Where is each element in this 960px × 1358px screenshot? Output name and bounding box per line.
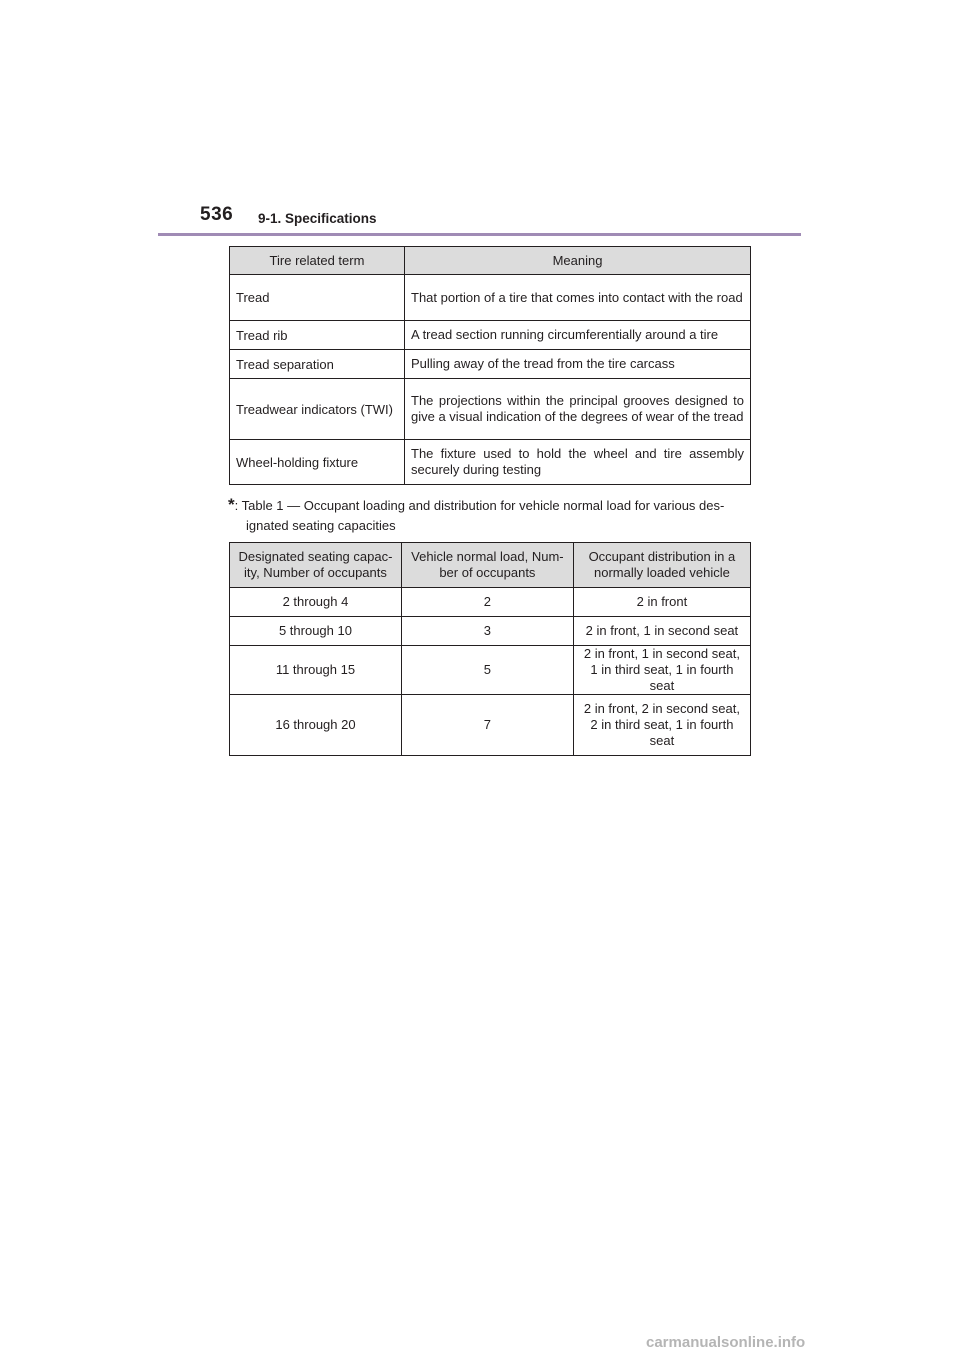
meaning-cell: A tread section running circumferentially around a tire <box>405 321 751 350</box>
header-rule <box>158 233 801 236</box>
table-row <box>230 275 751 321</box>
table-row <box>230 350 751 379</box>
seating-capacity-cell: 11 through 15 <box>230 646 402 695</box>
column-header: Meaning <box>405 247 751 275</box>
table-row <box>230 379 751 440</box>
watermark: carmanualsonline.info <box>646 1334 806 1351</box>
table-header-row <box>230 247 751 275</box>
table-row <box>230 695 751 756</box>
occupant-loading-table <box>229 542 751 756</box>
normal-load-cell: 2 <box>401 588 573 617</box>
table-row <box>230 588 751 617</box>
page-number: 536 <box>200 204 234 225</box>
table-row <box>230 646 751 695</box>
distribution-cell: 2 in front, 1 in second seat <box>573 617 750 646</box>
distribution-cell: 2 in front, 2 in second seat, 2 in third seat, 1 in fourth seat <box>573 695 750 756</box>
footnote-marker: * <box>228 495 235 514</box>
seating-capacity-cell: 2 through 4 <box>230 588 402 617</box>
table-row <box>230 321 751 350</box>
column-header: Tire related term <box>230 247 405 275</box>
normal-load-cell: 3 <box>401 617 573 646</box>
footnote-line-1: : Table 1 — Occupant loading and distribution for vehicle normal load for various des- <box>234 498 725 513</box>
normal-load-cell: 7 <box>401 695 573 756</box>
term-cell: Tread <box>230 275 405 321</box>
column-header: Occupant distribution in a normally loaded vehicle <box>573 543 750 588</box>
term-cell: Treadwear indicators (TWI) <box>230 379 405 440</box>
table-row <box>230 617 751 646</box>
meaning-cell: That portion of a tire that comes into contact with the road <box>405 275 751 321</box>
term-cell: Tread separation <box>230 350 405 379</box>
tire-terms-table <box>229 246 751 485</box>
term-cell: Tread rib <box>230 321 405 350</box>
distribution-cell: 2 in front <box>573 588 750 617</box>
column-header: Vehicle normal load, Num-ber of occupants <box>401 543 573 588</box>
table-header-row <box>230 543 751 588</box>
seating-capacity-cell: 16 through 20 <box>230 695 402 756</box>
column-header: Designated seating capac-ity, Number of occupants <box>230 543 402 588</box>
footnote <box>228 495 748 536</box>
meaning-cell: The fixture used to hold the wheel and tire assembly securely during testing <box>405 440 751 485</box>
table-row <box>230 440 751 485</box>
meaning-cell: Pulling away of the tread from the tire carcass <box>405 350 751 379</box>
section-title: 9-1. Specifications <box>258 211 377 226</box>
normal-load-cell: 5 <box>401 646 573 695</box>
meaning-cell: The projections within the principal grooves designed to give a visual indication of the degrees of wear of the tread <box>405 379 751 440</box>
term-cell: Wheel-holding fixture <box>230 440 405 485</box>
distribution-cell: 2 in front, 1 in second seat, 1 in third seat, 1 in fourth seat <box>573 646 750 695</box>
footnote-line-2: ignated seating capacities <box>246 518 396 533</box>
seating-capacity-cell: 5 through 10 <box>230 617 402 646</box>
